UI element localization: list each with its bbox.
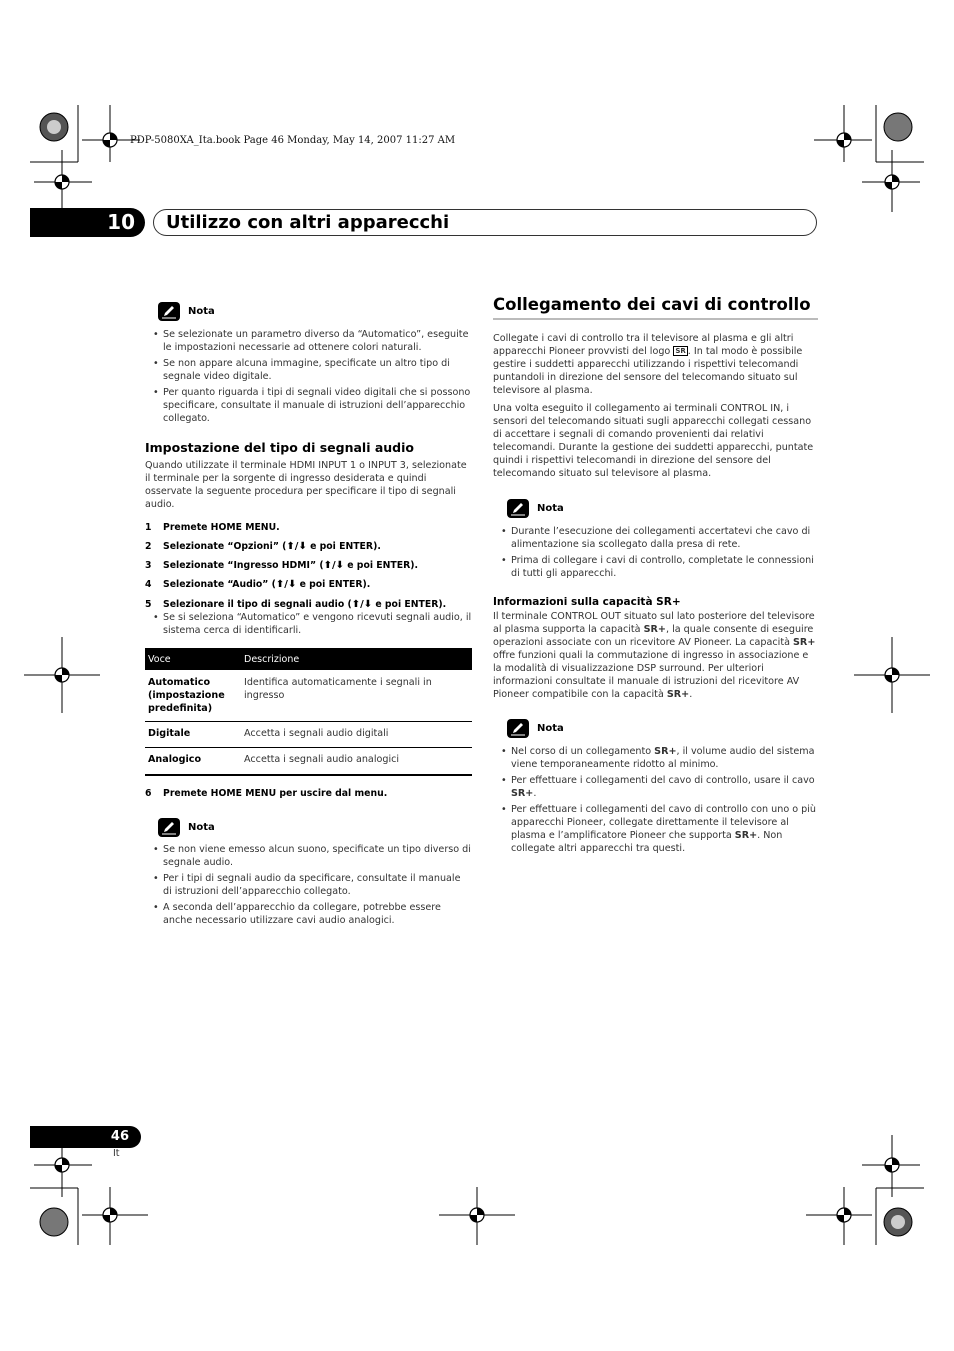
book-header: PDP-5080XA_Ita.book Page 46 Monday, May 14, 2007 11:27 AM <box>130 135 456 146</box>
sr-plus-label: SR+ <box>511 788 534 799</box>
step-1 <box>145 522 472 541</box>
intro-paragraph: Quando utilizzate il terminale HDMI INPUT 1 o INPUT 3, selezionate il terminale per la sorgente di ingresso desiderata e quindi osservate la seguente procedura per specificare il tipo di segnali audio. <box>145 460 467 510</box>
up-down-arrow-icon: ⬆/⬇ <box>286 541 307 552</box>
step-5-note <box>153 611 472 637</box>
pencil-note-icon <box>158 302 180 321</box>
up-down-arrow-icon: ⬆/⬇ <box>351 599 373 610</box>
note-list <box>501 525 818 580</box>
step-5-bullet: • Se si seleziona “Automatico” e vengono ricevuti segnali audio, il sistema cerca di identificarli. <box>153 611 472 637</box>
table-cell-voce: Analogico <box>145 748 241 776</box>
language-code: It <box>113 1148 120 1159</box>
page-number: 46 <box>110 1129 129 1144</box>
note-box <box>158 818 472 837</box>
note-list <box>501 745 818 855</box>
pencil-note-icon <box>158 818 180 837</box>
note-header <box>158 818 472 837</box>
note-item: • Se non appare alcuna immagine, specificate un altro tipo di segnale video digitale. <box>153 357 472 383</box>
heading-rule <box>493 318 818 320</box>
step-number: 3 <box>145 560 152 571</box>
table-header-descrizione: Descrizione <box>241 648 472 670</box>
note-header <box>158 302 472 321</box>
up-down-arrow-icon: ⬆/⬇ <box>275 579 297 590</box>
sr-plus-label: SR+ <box>654 746 677 757</box>
note-box <box>507 499 818 518</box>
sr-plus-label: SR+ <box>666 689 690 700</box>
step-text-end: e poi ENTER). <box>306 541 381 552</box>
note-item: • Se selezionate un parametro diverso da “Automatico”, eseguite le impostazioni necessarie ad ottenere colori naturali. <box>153 328 472 354</box>
step-3 <box>145 560 472 579</box>
right-column <box>493 295 818 858</box>
paragraph-text: Il terminale CONTROL OUT situato sul lato posteriore del televisore al plasma supporta la capacità <box>493 611 815 635</box>
step-text: Selezionate “Opzioni” ( <box>163 541 287 552</box>
step-text-end: e poi ENTER). <box>296 579 371 590</box>
note-list <box>153 843 472 927</box>
step-text-end: e poi ENTER). <box>372 599 447 610</box>
note-box <box>158 302 472 321</box>
note-label: Nota <box>537 723 564 734</box>
step-text: Selezionare il tipo di segnali audio ( <box>163 599 352 610</box>
pencil-note-icon <box>507 719 529 738</box>
sr-plus-label: SR+ <box>643 624 666 635</box>
note-list <box>153 328 472 425</box>
up-down-arrow-icon: ⬆/⬇ <box>323 560 345 571</box>
table-row <box>145 722 472 748</box>
table-row <box>145 670 472 722</box>
step-2 <box>145 541 472 560</box>
step-text: Premete HOME MENU. <box>163 522 280 533</box>
note-text: Nel corso di un collegamento <box>511 746 655 757</box>
table-cell-voce: Automatico (impostazione predefinita) <box>145 670 241 722</box>
table-cell-desc: Accetta i segnali audio analogici <box>241 748 472 776</box>
sr-plus-label: SR+ <box>734 830 758 841</box>
note-text: Per effettuare i collegamenti del cavo di controllo, usare il cavo <box>511 775 815 786</box>
note-header <box>507 499 818 518</box>
step-number: 1 <box>145 522 152 533</box>
note-item <box>501 803 818 855</box>
step-number: 6 <box>145 788 152 799</box>
note-text: . <box>533 788 537 799</box>
table-cell-desc: Accetta i segnali audio digitali <box>241 722 472 748</box>
chapter-number: 10 <box>107 210 135 234</box>
note-header <box>507 719 818 738</box>
note-item: • Per i tipi di segnali audio da specificare, consultate il manuale di istruzioni dell’apparecchio collegato. <box>153 872 472 898</box>
paragraph-1 <box>493 332 818 397</box>
note-label: Nota <box>537 503 564 514</box>
note-item: • Prima di collegare i cavi di controllo, completate le connessioni di tutti gli apparecchi. <box>501 554 818 580</box>
note-text: , il volume audio del sistema viene temporaneamente ridotto al minimo. <box>511 746 815 770</box>
paragraph-text: Collegate i cavi di controllo tra il televisore al plasma e gli altri apparecchi Pioneer provvisti del logo <box>493 333 794 357</box>
note-item: • Durante l’esecuzione dei collegamenti accertatevi che cavo di alimentazione sia scollegato dalla presa di rete. <box>501 525 818 551</box>
step-number: 2 <box>145 541 152 552</box>
left-column <box>145 302 472 930</box>
table-header-row <box>145 648 472 670</box>
note-item: • Se non viene emesso alcun suono, specificate un tipo diverso di segnale audio. <box>153 843 472 869</box>
step-number: 4 <box>145 579 152 590</box>
note-item <box>501 745 818 771</box>
step-5 <box>145 599 472 611</box>
table-cell-desc: Identifica automaticamente i segnali in ingresso <box>241 670 472 722</box>
section-heading: Collegamento dei cavi di controllo <box>493 295 811 314</box>
audio-signal-table <box>145 648 472 776</box>
note-item <box>501 774 818 800</box>
step-text: Premete HOME MENU per uscire dal menu. <box>163 788 388 799</box>
step-text-end: e poi ENTER). <box>344 560 419 571</box>
table-cell-voce: Digitale <box>145 722 241 748</box>
paragraph-3 <box>493 610 818 701</box>
chapter-title: Utilizzo con altri apparecchi <box>166 212 450 233</box>
paragraph-text: . <box>689 689 693 700</box>
step-4 <box>145 579 472 599</box>
paragraph-2: Una volta eseguito il collegamento ai terminali CONTROL IN, i sensori del telecomando situati sugli apparecchi collegati cessano di accettare i segnali di comando provenienti dai relativi telecomandi. Durante la gestione dei suddetti apparecchi, puntate quindi i rispettivi telecomandi in direzione del sensore del telecomando situato sul televisore al plasma. <box>493 403 814 479</box>
paragraph-text: offre funzioni quali la commutazione di ingresso in associazione e la modalità di visualizzazione DSP surround. Per ulteriori informazioni consultate il manuale di istruzioni del ricevitore AV Pioneer compatibile con la capacità <box>493 650 809 700</box>
section-title: Impostazione del tipo di segnali audio <box>145 440 415 455</box>
table-header-voce: Voce <box>145 648 241 670</box>
pencil-note-icon <box>507 499 529 518</box>
note-text: Per effettuare i collegamenti del cavo di controllo con uno o più apparecchi Pioneer, collegate direttamente il televisore al plasma e l’amplificatore Pioneer che supporta <box>511 804 816 841</box>
note-item: • A seconda dell’apparecchio da collegare, potrebbe essere anche necessario utilizzare cavi audio analogici. <box>153 901 472 927</box>
note-text: . Non collegate altri apparecchi tra questi. <box>511 830 783 854</box>
paragraph-text: , la quale consente di eseguire operazioni associate con un ricevitore AV Pioneer. La capacità <box>493 624 814 648</box>
note-label: Nota <box>188 306 215 317</box>
note-label: Nota <box>188 822 215 833</box>
paragraph-text: . In tal modo è possibile gestire i suddetti apparecchi utilizzando i rispettivi telecomandi puntandoli in direzione del sensore del telecomando situato sul televisore al plasma. <box>493 346 803 396</box>
sr-plus-label: SR+ <box>793 637 816 648</box>
step-text: Selezionate “Ingresso HDMI” ( <box>163 560 324 571</box>
step-6 <box>145 788 472 799</box>
note-box <box>507 719 818 738</box>
sub-heading: Informazioni sulla capacità SR+ <box>493 596 681 608</box>
step-number: 5 <box>145 599 152 610</box>
step-text: Selezionate “Audio” ( <box>163 579 276 590</box>
note-item: • Per quanto riguarda i tipi di segnali video digitali che si possono specificare, consultate il manuale di istruzioni dell’apparecchio collegato. <box>153 386 472 425</box>
steps <box>145 522 472 637</box>
sr-logo-icon: SR <box>675 347 686 355</box>
table-row <box>145 748 472 776</box>
